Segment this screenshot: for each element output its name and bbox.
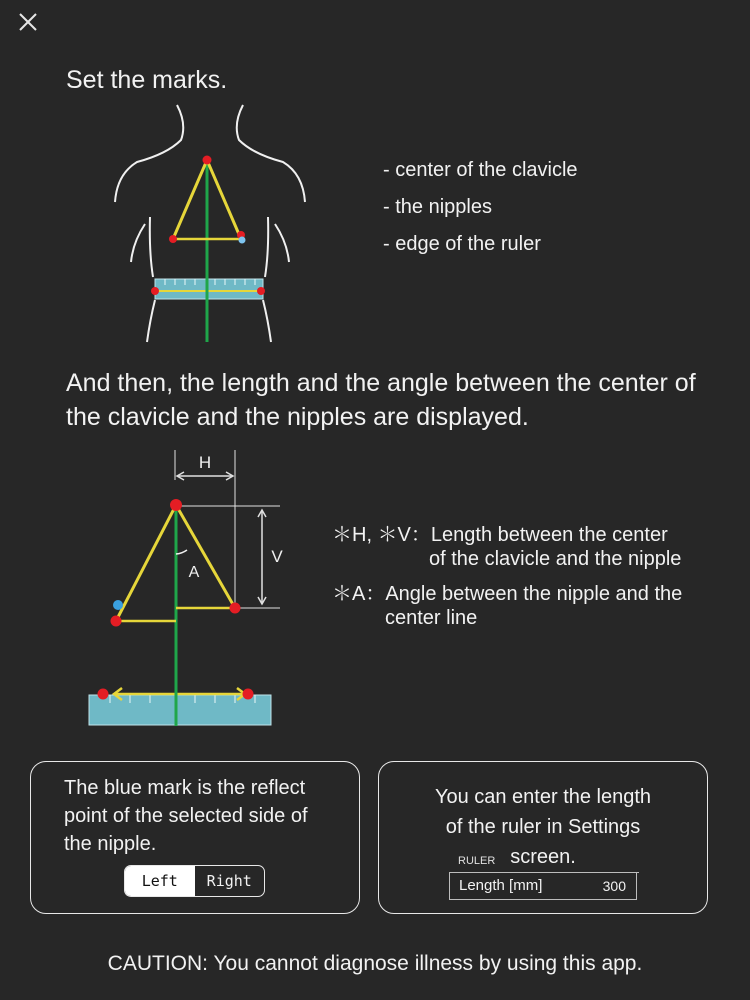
page-title: Set the marks. [66,66,228,94]
clavicle-mark [170,499,182,511]
a-label: A [188,564,200,581]
blue-mark-text: The blue mark is the reflect point of the selected side of the nipple. [64,777,308,855]
list-item: - center of the clavicle [383,159,578,181]
ruler-edge-mark [151,287,159,295]
close-icon [14,8,42,36]
ruler-edge-mark [243,689,254,700]
h-label: H [198,453,212,472]
close-button[interactable] [14,8,42,36]
ruler-edge-mark [257,287,265,295]
clavicle-mark [203,156,212,165]
a-note-line1: ＊A：Angle between the nipple and the [332,583,683,605]
ruler-shape [89,695,271,725]
ruler-header: RULER [458,855,496,867]
ruler-settings-text-content: You can enter the length of the ruler in Settings screen. [434,786,652,868]
hv-note [332,523,681,571]
right-side-button[interactable]: Right [206,872,252,890]
description-text: And then, the length and the angle between the center of the clavicle and the nipples are displayed. [66,369,696,431]
marks-list [383,152,578,263]
ruler-preview [449,847,639,903]
ruler-length-value: 300 [602,878,626,894]
a-note-line2: center line [385,607,478,629]
torso-diagram [105,102,315,347]
ruler-settings-box [378,761,708,914]
blue-mark [239,237,246,244]
blue-mark [113,600,123,610]
nipple-mark [169,235,177,243]
a-note [332,582,682,630]
left-side-button[interactable]: Left [125,866,195,896]
side-segmented-control [124,865,265,897]
caution-text: CAUTION: You cannot diagnose illness by using this app. [107,952,643,975]
hv-note-line1: ＊H, ＊V：Length between the center [332,524,668,546]
v-label: V [271,547,283,566]
blue-mark-box [30,761,360,914]
list-item: - edge of the ruler [383,233,541,255]
hv-note-line2: of the clavicle and the nipple [429,548,682,570]
ruler-length-field[interactable] [449,873,637,900]
nipple-mark [111,616,122,627]
list-item: - the nipples [383,196,492,218]
ruler-edge-mark [98,689,109,700]
ruler-shape [155,279,263,299]
nipple-mark [230,603,241,614]
measurement-diagram [80,450,285,730]
ruler-length-label: Length [mm] [459,877,543,894]
